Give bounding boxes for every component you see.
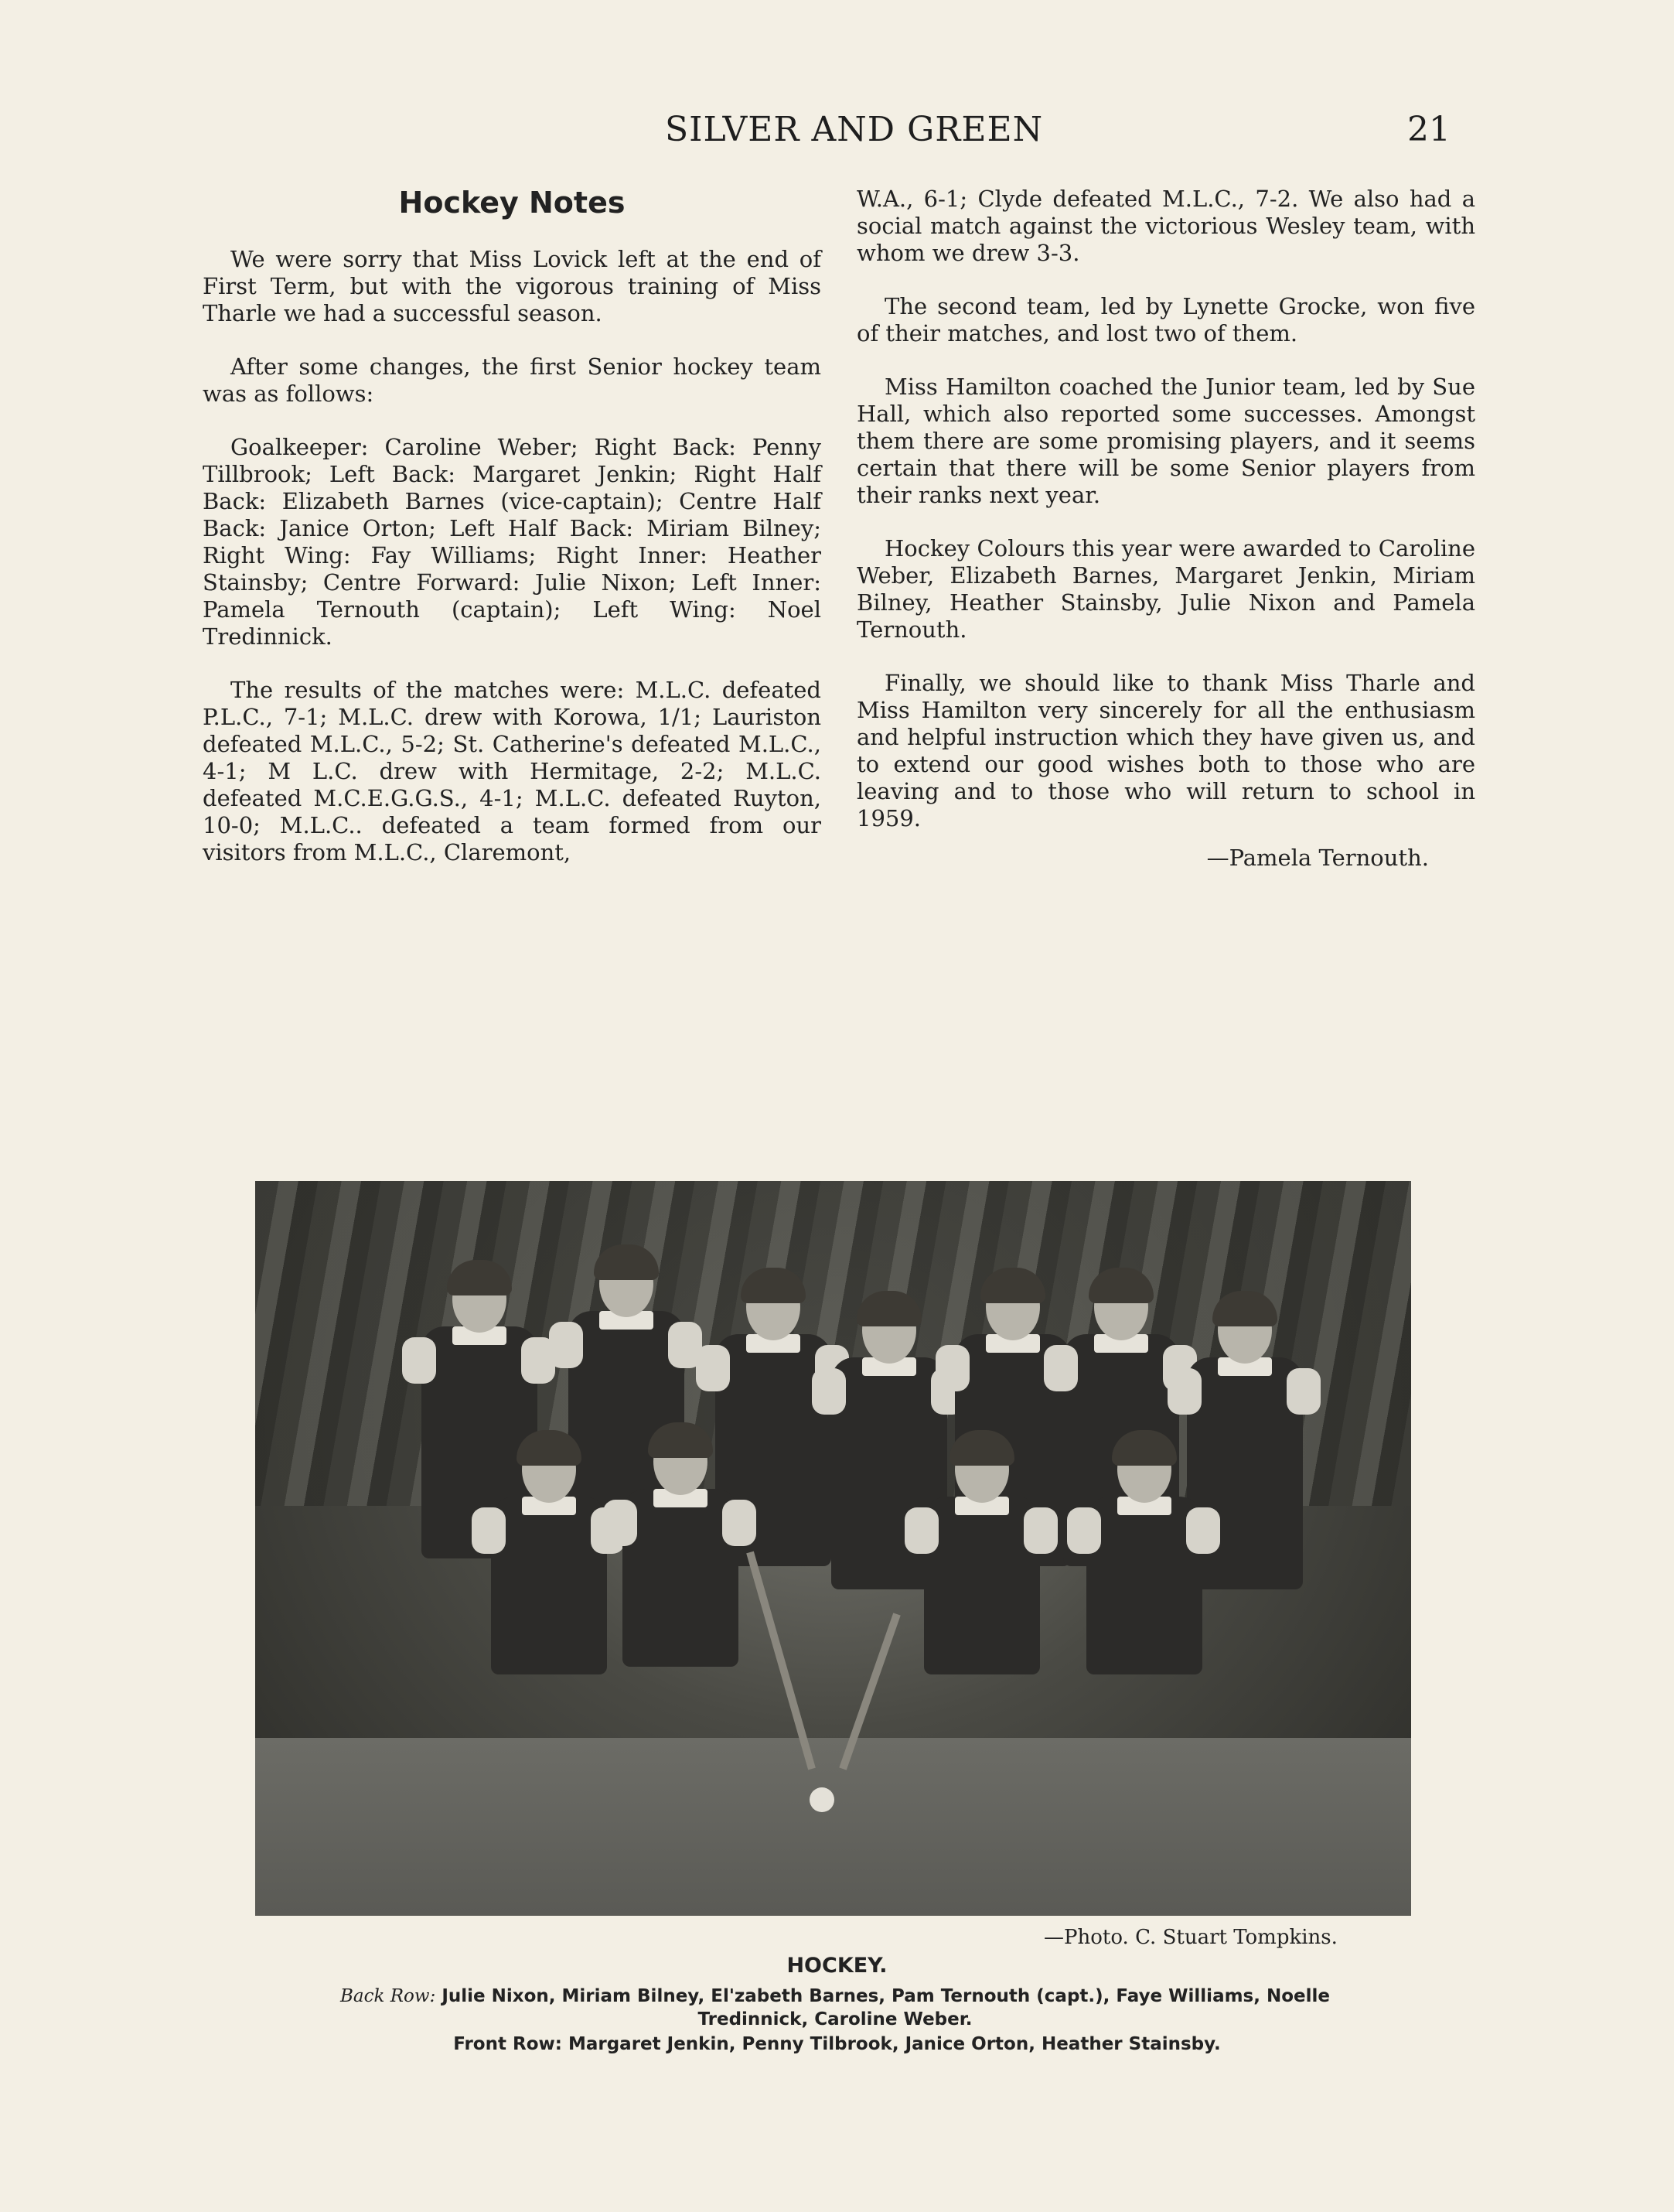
- photo-credit: —Photo. C. Stuart Tompkins.: [1044, 1926, 1338, 1949]
- paragraph: W.A., 6-1; Clyde defeated M.L.C., 7-2. We also had a social match against the victorious Wesley team, with whom we drew 3-3.: [857, 186, 1475, 266]
- hockey-sticks: [255, 1181, 1411, 1916]
- article-left-column: [203, 186, 821, 893]
- back-row-names: Julie Nixon, Miriam Bilney, El'zabeth Barnes, Pam Ternouth (capt.), Faye Williams, Noelle Tredinnick, Caroline Weber.: [442, 1986, 1331, 2029]
- team-photograph: [255, 1181, 1411, 1916]
- photo-caption-title: HOCKEY.: [786, 1954, 888, 1978]
- hockey-ball-icon: [810, 1787, 834, 1812]
- caption-back-row: [294, 1985, 1376, 2031]
- paragraph: The second team, led by Lynette Grocke, won five of their matches, and lost two of them.: [857, 293, 1475, 346]
- page-number: 21: [1407, 110, 1451, 149]
- paragraph: Hockey Colours this year were awarded to Caroline Weber, Elizabeth Barnes, Margaret Jenkin, Miriam Bilney, Heather Stainsby, Julie Nixon and Pamela Ternouth.: [857, 535, 1475, 643]
- article-right-column: [857, 186, 1475, 872]
- paragraph: The results of the matches were: M.L.C. defeated P.L.C., 7-1; M.L.C. drew with Korowa, 1/1; Lauriston defeated M.L.C., 5-2; St. Catherine's defeated M.L.C., 4-1; M L.C. drew with Hermitage, 2-2; M.L.C. defeated M.C.E.G.G.S., 4-1; M.L.C. defeated Ruyton, 10-0; M.L.C.. defeated a team formed from our visitors from M.L.C., Claremont,: [203, 677, 821, 865]
- paragraph: After some changes, the first Senior hockey team was as follows:: [203, 353, 821, 407]
- paragraph: Finally, we should like to thank Miss Tharle and Miss Hamilton very sincerely for all the enthusiasm and helpful instruction which they have given us, and to extend our good wishes both to those who are leaving and to those who will return to school in 1959.: [857, 670, 1475, 831]
- paragraph: Goalkeeper: Caroline Weber; Right Back: Penny Tillbrook; Left Back: Margaret Jenkin; Right Half Back: Elizabeth Barnes (vice-captain); Centre Half Back: Janice Orton; Left Half Back: Miriam Bilney; Right Wing: Fay Williams; Right Inner: Heather Stainsby; Centre Forward: Julie Nixon; Left Inner: Pamela Ternouth (captain); Left Wing: Noel Tredinnick.: [203, 434, 821, 650]
- paragraph: We were sorry that Miss Lovick left at the end of First Term, but with the vigorous training of Miss Tharle we had a successful season.: [203, 246, 821, 326]
- front-row-label: Front Row:: [453, 2034, 562, 2054]
- running-header: SILVER AND GREEN: [665, 110, 1044, 149]
- back-row-label: Back Row:: [339, 1986, 436, 2006]
- front-row-names: Margaret Jenkin, Penny Tilbrook, Janice Orton, Heather Stainsby.: [568, 2034, 1221, 2054]
- article-title: Hockey Notes: [398, 186, 626, 220]
- paragraph: Miss Hamilton coached the Junior team, led by Sue Hall, which also reported some successes. Amongst them there are some promising players, and it seems certain that there will be some Senior players from their ranks next year.: [857, 374, 1475, 508]
- caption-front-row: [0, 2034, 1674, 2054]
- author-signature: —Pamela Ternouth.: [1206, 845, 1429, 871]
